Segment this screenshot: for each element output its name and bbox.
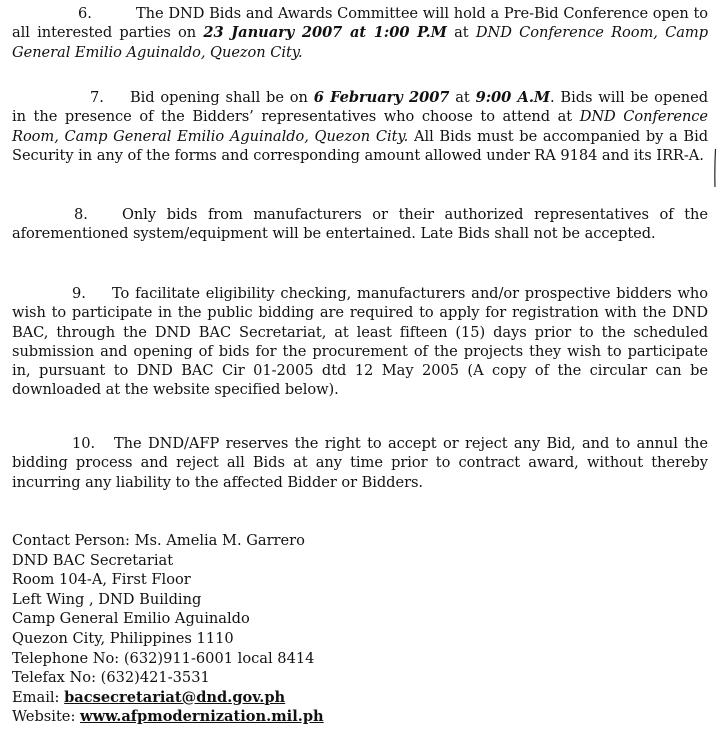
paragraph-text: All Bids must be accompanied by a Bid Security in any of the forms and corresponding amount allowed under RA 9184 and its IRR-A. (12, 127, 708, 164)
contact-telefax: Telefax No: (632)421-3531 (12, 669, 210, 687)
handwritten-margin-mark (714, 148, 716, 188)
bid-opening-venue: DND Conference Room, Camp General Emilio Aguinaldo, Quezon City. (12, 108, 709, 145)
contact-website-line (12, 707, 324, 727)
bid-opening-time: 9:00 A.M (475, 89, 550, 106)
contact-wing: Left Wing , DND Building (12, 590, 202, 608)
paragraph-number: 9. (72, 285, 86, 302)
paragraph-text: The DND Bids and Awards Committee will hold a Pre-Bid Conference open to all interested parties on (12, 5, 708, 42)
paragraph-text: . Bids will be opened in the presence of the Bidders’ representatives who choose to attend at (12, 89, 709, 126)
contact-block (12, 531, 324, 727)
email-label: Email: (12, 688, 65, 706)
conference-date: 23 January 2007 at 1:00 P.M (203, 24, 447, 42)
paragraph-6 (12, 4, 708, 62)
paragraph-text: at (449, 89, 476, 106)
paragraph-number: 6. (78, 5, 92, 22)
contact-person: Contact Person: Ms. Amelia M. Garrero (12, 532, 305, 549)
paragraph-text: To facilitate eligibility checking, manufacturers and/or prospective bidders who wish to participate in the public bidding are required to apply for registration with the DND BAC, through the DND BAC Secretariat, at least fifteen (15) days prior to the scheduled submission and opening of bids for the procurement of the projects they wish to participate in, pursuant to DND BAC Cir 01-2005 dtd 12 May 2005 (A copy of the circular can be downloaded at the website specified below). (12, 285, 708, 399)
email-link[interactable]: bacsecretariat@dnd.gov.ph (64, 688, 286, 706)
paragraph-number: 10. (72, 435, 96, 452)
paragraph-text: at (446, 24, 476, 42)
contact-telephone: Telephone No: (632)911-6001 local 8414 (12, 649, 315, 667)
contact-email-line (12, 688, 324, 708)
website-link[interactable]: www.afpmodernization.mil.ph (80, 708, 324, 726)
paragraph-number: 8. (74, 206, 88, 223)
contact-camp: Camp General Emilio Aguinaldo (12, 610, 250, 628)
website-label: Website: (12, 708, 81, 726)
bid-opening-date: 6 February 2007 (313, 89, 450, 106)
contact-room: Room 104-A, First Floor (12, 571, 191, 589)
paragraph-9 (12, 284, 708, 400)
conference-venue: DND Conference Room, Camp General Emilio Aguinaldo, Quezon City. (12, 24, 708, 61)
paragraph-number: 7. (90, 89, 104, 106)
paragraph-text: Only bids from manufacturers or their authorized representatives of the aforementioned system/equipment will be entertained. Late Bids shall not be accepted. (12, 206, 708, 243)
paragraph-text: Bid opening shall be on (130, 89, 314, 106)
paragraph-7 (12, 88, 708, 165)
contact-city: Quezon City, Philippines 1110 (12, 629, 234, 647)
paragraph-text: The DND/AFP reserves the right to accept or reject any Bid, and to annul the bidding process and reject all Bids at any time prior to contract award, without thereby incurring any liability to the affected Bidder or Bidders. (12, 435, 708, 491)
paragraph-10 (12, 434, 708, 492)
paragraph-8 (12, 205, 708, 244)
contact-office: DND BAC Secretariat (12, 551, 174, 569)
